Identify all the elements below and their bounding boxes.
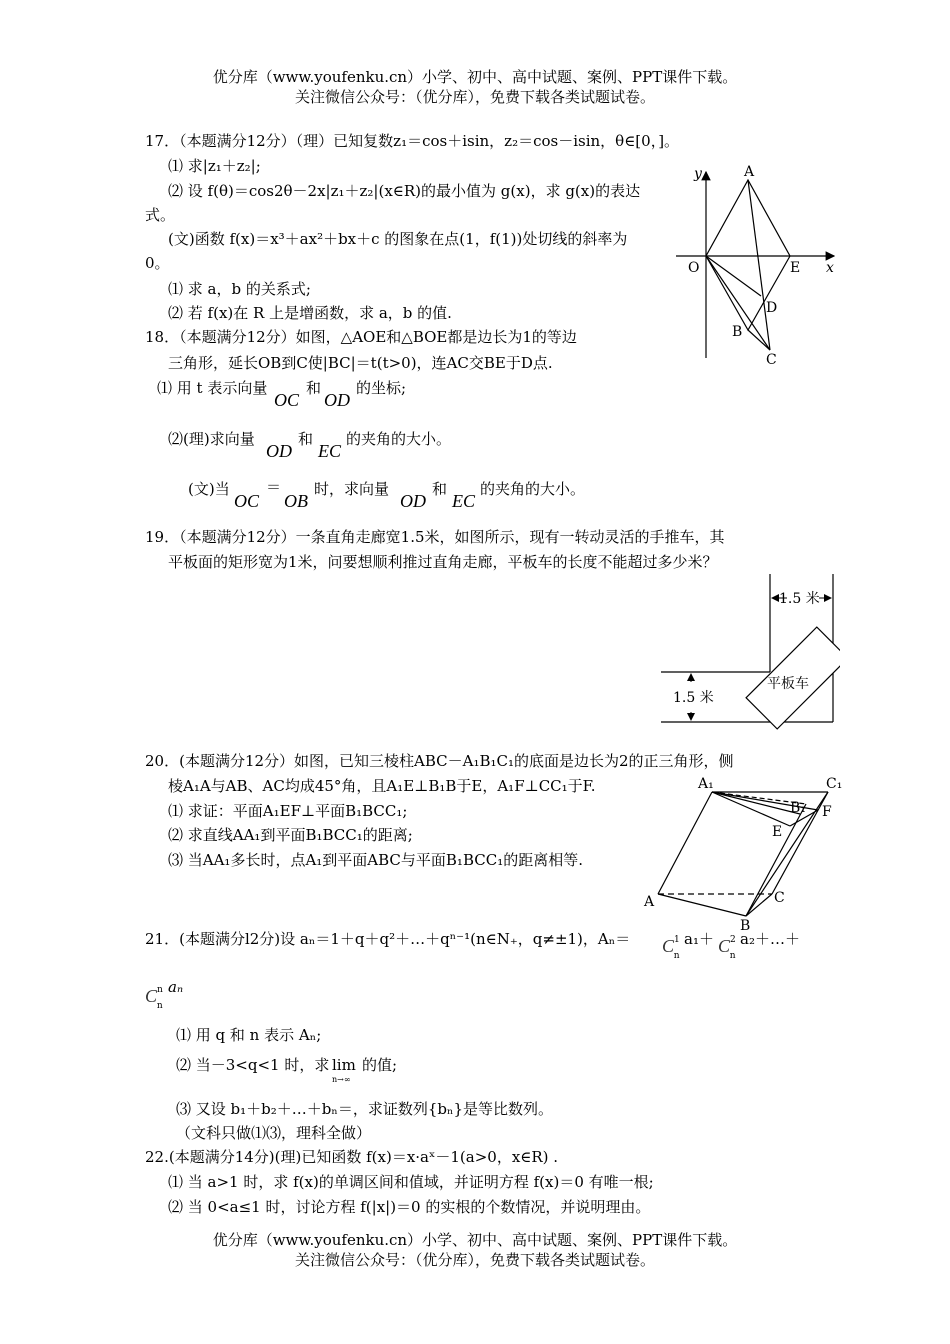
q18-part3-eq: ＝ <box>266 478 282 496</box>
edge-a1a <box>658 792 712 894</box>
label-a: A <box>744 164 755 180</box>
q20-part3: ⑶ 当AA₁多长时，点A₁到平面ABC与平面B₁BCC₁的距离相等. <box>168 851 583 869</box>
q17-wen-part2: ⑵ 若 f(x)在 R 上是增函数，求 a，b 的值. <box>168 304 452 322</box>
label-c-20: C <box>774 890 785 906</box>
vector-ec-2: EC <box>452 491 476 511</box>
q18-part2-tail: 的夹角的大小。 <box>346 430 452 448</box>
q17-stem: 17．（本题满分12分）（理）已知复数z₁＝cos＋isin，z₂＝cos－isin，θ∈[0，]。 <box>145 132 680 150</box>
q21-a1: a₁＋ <box>684 930 714 948</box>
width-label-top: 1.5 米 <box>779 591 820 607</box>
label-x: x <box>826 260 834 276</box>
label-a-20: A <box>644 894 655 910</box>
q18-part2-and: 和 <box>298 430 314 448</box>
q22-part2: ⑵ 当 0<a≤1 时，讨论方程 f(|x|)＝0 的实根的个数情况，并说明理由。 <box>168 1198 651 1216</box>
q17-part1: ⑴ 求|z₁＋z₂|; <box>168 157 261 175</box>
vector-od: OD <box>324 390 350 410</box>
q22-stem: 22.(本题满分14分)(理)已知函数 f(x)＝x·aˣ－1(a>0，x∈R) . <box>145 1148 559 1166</box>
q20-figure <box>640 770 850 932</box>
vector-ob: OB <box>284 491 308 511</box>
q21-part2: ⑵ 当－3<q<1 时，求 <box>176 1056 330 1074</box>
label-c: C <box>766 352 777 368</box>
q18-part1-and: 和 <box>306 379 322 397</box>
q21-part2-tail: 的值; <box>362 1056 398 1074</box>
q21-a2: a₂＋…＋ <box>740 930 800 948</box>
q18-part3-and: 和 <box>432 480 448 498</box>
width-label-left: 1.5 米 <box>673 690 714 706</box>
label-a1: A₁ <box>698 776 714 792</box>
edge-ab <box>658 894 746 916</box>
segment-od <box>706 256 761 296</box>
label-y: y <box>694 166 702 182</box>
triangle-aoe <box>706 180 790 256</box>
q18-part3-text: (文)当 <box>188 480 230 498</box>
label-b-20: B <box>740 918 751 932</box>
q20-part2: ⑵ 求直线AA₁到平面B₁BCC₁的距离; <box>168 826 413 844</box>
label-e: E <box>790 260 801 276</box>
q17-wen-line1: (文)函数 f(x)＝x³＋ax²＋bx＋c 的图象在点(1，f(1))处切线的斜率为 <box>168 230 628 248</box>
limit-symbol: lim <box>332 1056 356 1074</box>
q21-part3: ⑶ 又设 b₁＋b₂＋…＋bₙ＝，求证数列{bₙ}是等比数列。 <box>176 1100 554 1118</box>
header-line-1: 优分库（www.youfenku.cn）小学、初中、高中试题、案例、PPT课件下载。 <box>212 68 738 86</box>
q19-figure <box>655 570 840 730</box>
vector-ec: EC <box>318 441 342 461</box>
q18-part1-tail: 的坐标; <box>356 379 407 397</box>
vector-oc: OC <box>274 390 300 410</box>
q18-stem-line1: 18．（本题满分12分）如图，△AOE和△BOE都是边长为1的等边 <box>145 328 577 346</box>
q18-part2-text: ⑵(理)求向量 <box>168 430 255 448</box>
combination-c1: $C^1_n$ <box>662 935 680 961</box>
combination-cn: $C^n_n$ <box>145 985 163 1011</box>
vector-od-3: OD <box>400 491 426 511</box>
q19-stem-line2: 平板面的矩形宽为1米，问要想顺利推过直角走廊，平板车的长度不能超过多少米？ <box>168 553 718 571</box>
q18-stem-line2: 三角形，延长OB到C使|BC|＝t(t>0)，连AC交BE于D点. <box>168 354 553 372</box>
vector-od-2: OD <box>266 441 292 461</box>
label-c1: C₁ <box>826 776 843 792</box>
q22-part1: ⑴ 当 a>1 时，求 f(x)的单调区间和值域，并证明方程 f(x)＝0 有唯一根; <box>168 1173 654 1191</box>
q21-an: aₙ <box>168 978 184 996</box>
q17-part2-line2: 式。 <box>145 206 176 224</box>
footer-line-2: 关注微信公众号：（优分库），免费下载各类试题试卷。 <box>294 1251 655 1269</box>
label-d: D <box>766 300 778 316</box>
label-e-20: E <box>772 824 783 840</box>
limit-subscript: n→∞ <box>332 1075 351 1084</box>
q20-part1: ⑴ 求证：平面A₁EF⊥平面B₁BCC₁; <box>168 802 408 820</box>
label-o: O <box>688 260 700 276</box>
q21-note: （文科只做⑴⑶，理科全做） <box>176 1124 372 1142</box>
cart-label: 平板车 <box>767 676 809 692</box>
q17-part2-line1: ⑵ 设 f(θ)＝cos2θ－2x|z₁＋z₂|(x∈R)的最小值为 g(x)，求 g(x)的表达 <box>168 182 641 200</box>
label-f: F <box>822 804 832 820</box>
q17-wen-line2: 0。 <box>145 254 170 272</box>
q21-part1: ⑴ 用 q 和 n 表示 Aₙ; <box>176 1026 322 1044</box>
q17-wen-part1: ⑴ 求 a，b 的关系式; <box>168 280 311 298</box>
label-b: B <box>732 324 743 340</box>
q18-part1-text: ⑴ 用 t 表示向量 <box>157 379 268 397</box>
q20-stem-line1: 20．(本题满分12分）如图，已知三棱柱ABC－A₁B₁C₁的底面是边长为2的正三角形，侧 <box>145 752 734 770</box>
q21-stem: 21．(本题满分l2分)设 aₙ＝1＋q＋q²＋…＋qⁿ⁻¹(n∈N₊，q≠±1)，Aₙ＝ <box>145 930 631 948</box>
label-b1: B₁ <box>790 800 806 816</box>
q18-part3-tail: 的夹角的大小。 <box>480 480 586 498</box>
vector-oc-2: OC <box>234 491 260 511</box>
footer-line-1: 优分库（www.youfenku.cn）小学、初中、高中试题、案例、PPT课件下载。 <box>212 1231 738 1249</box>
q18-figure <box>670 160 840 370</box>
q19-stem-line1: 19．（本题满分12分）一条直角走廊宽1.5米，如图所示，现有一转动灵活的手推车，其 <box>145 528 725 546</box>
header-line-2: 关注微信公众号：（优分库），免费下载各类试题试卷。 <box>294 88 655 106</box>
triangle-boe <box>706 256 790 330</box>
combination-c2: $C^2_n$ <box>718 935 736 961</box>
q18-part3-mid: 时，求向量 <box>314 480 390 498</box>
q20-stem-line2: 棱A₁A与AB、AC均成45°角，且A₁E⊥B₁B于E，A₁F⊥CC₁于F. <box>168 777 596 795</box>
